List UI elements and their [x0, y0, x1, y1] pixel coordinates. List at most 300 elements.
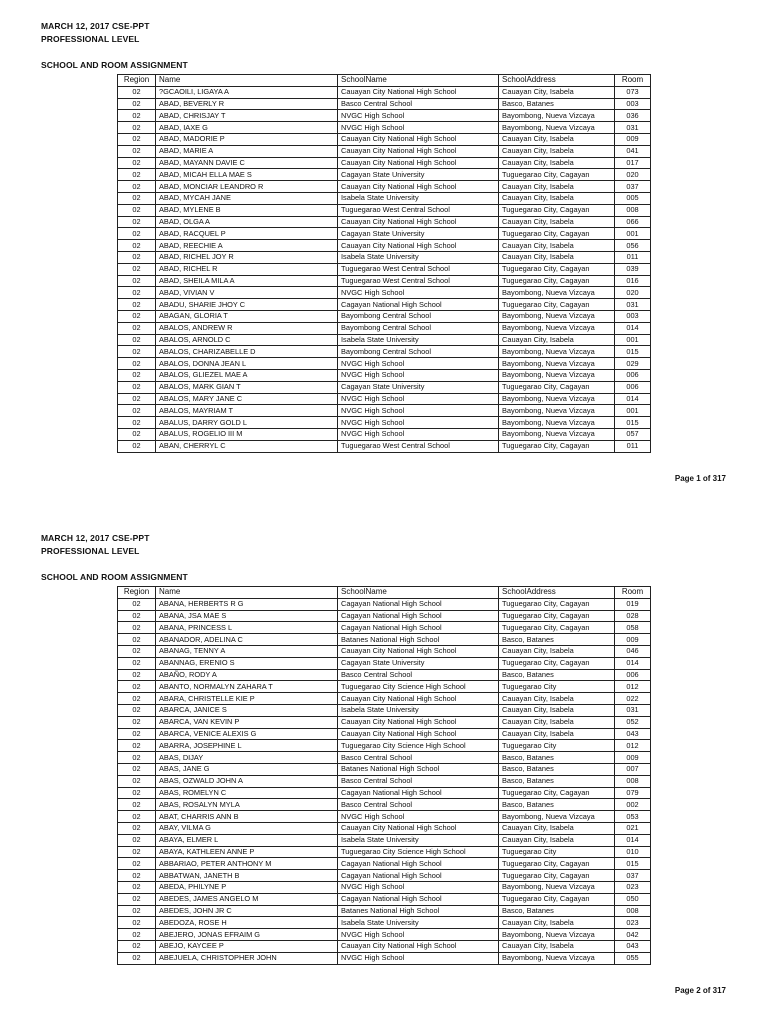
cell-name: ABADU, SHARIE JHOY C	[156, 299, 338, 311]
cell-school-address: Cauayan City, Isabela	[499, 645, 615, 657]
cell-school-name: NVGC High School	[338, 417, 499, 429]
cell-region: 02	[118, 870, 156, 882]
cell-school-name: NVGC High School	[338, 952, 499, 964]
cell-room: 006	[615, 669, 651, 681]
cell-school-name: Cauayan City National High School	[338, 216, 499, 228]
header-name: Name	[156, 75, 338, 87]
cell-room: 023	[615, 881, 651, 893]
cell-room: 079	[615, 787, 651, 799]
cell-school-address: Bayombong, Nueva Vizcaya	[499, 287, 615, 299]
table-row	[118, 704, 651, 716]
cell-name: ABAD, VIVIAN V	[156, 287, 338, 299]
cell-school-name: NVGC High School	[338, 358, 499, 370]
table-row	[118, 917, 651, 929]
cell-room: 014	[615, 657, 651, 669]
cell-room: 073	[615, 86, 651, 98]
table-row	[118, 634, 651, 646]
cell-name: ABALUS, ROGELIO III M	[156, 428, 338, 440]
cell-room: 014	[615, 322, 651, 334]
cell-name: ABARRA, JOSEPHINE L	[156, 740, 338, 752]
cell-region: 02	[118, 110, 156, 122]
cell-school-address: Tuguegarao City, Cagayan	[499, 622, 615, 634]
cell-region: 02	[118, 917, 156, 929]
cell-room: 056	[615, 240, 651, 252]
cell-school-name: Tuguegarao City Science High School	[338, 740, 499, 752]
table-header-row	[118, 587, 651, 599]
cell-region: 02	[118, 834, 156, 846]
table-row	[118, 381, 651, 393]
cell-room: 028	[615, 610, 651, 622]
cell-name: ABALOS, MAYRIAM T	[156, 405, 338, 417]
table-row	[118, 157, 651, 169]
cell-room: 046	[615, 645, 651, 657]
cell-room: 003	[615, 310, 651, 322]
cell-region: 02	[118, 251, 156, 263]
cell-room: 043	[615, 728, 651, 740]
cell-school-name: NVGC High School	[338, 122, 499, 134]
table-row	[118, 417, 651, 429]
cell-name: ABAGAN, GLORIA T	[156, 310, 338, 322]
cell-school-address: Cauayan City, Isabela	[499, 334, 615, 346]
cell-school-address: Tuguegarao City, Cagayan	[499, 440, 615, 452]
table-row	[118, 216, 651, 228]
cell-room: 011	[615, 251, 651, 263]
cell-school-name: Cagayan National High School	[338, 787, 499, 799]
assignment-heading: SCHOOL AND ROOM ASSIGNMENT	[41, 572, 188, 582]
table-row	[118, 881, 651, 893]
cell-room: 009	[615, 752, 651, 764]
cell-school-address: Cauayan City, Isabela	[499, 133, 615, 145]
cell-region: 02	[118, 86, 156, 98]
cell-name: ABEDA, PHILYNE P	[156, 881, 338, 893]
cell-school-address: Bayombong, Nueva Vizcaya	[499, 358, 615, 370]
cell-name: ABEDOZA, ROSE H	[156, 917, 338, 929]
cell-region: 02	[118, 122, 156, 134]
exam-level: PROFESSIONAL LEVEL	[41, 546, 140, 556]
cell-school-name: Cagayan State University	[338, 169, 499, 181]
cell-name: ABAS, ROMELYN C	[156, 787, 338, 799]
cell-school-address: Basco, Batanes	[499, 799, 615, 811]
cell-region: 02	[118, 811, 156, 823]
cell-name: ABAD, MARIE A	[156, 145, 338, 157]
cell-school-address: Tuguegarao City, Cagayan	[499, 787, 615, 799]
cell-region: 02	[118, 763, 156, 775]
cell-region: 02	[118, 752, 156, 764]
cell-school-name: Batanes National High School	[338, 905, 499, 917]
cell-region: 02	[118, 610, 156, 622]
cell-region: 02	[118, 393, 156, 405]
table-row	[118, 846, 651, 858]
cell-school-name: Cauayan City National High School	[338, 716, 499, 728]
cell-school-name: Cauayan City National High School	[338, 86, 499, 98]
cell-school-address: Cauayan City, Isabela	[499, 145, 615, 157]
cell-name: ABAD, MYCAH JANE	[156, 192, 338, 204]
cell-school-address: Tuguegarao City, Cagayan	[499, 893, 615, 905]
cell-room: 002	[615, 799, 651, 811]
cell-room: 052	[615, 716, 651, 728]
table-row	[118, 811, 651, 823]
cell-school-address: Tuguegarao City	[499, 846, 615, 858]
assignment-heading: SCHOOL AND ROOM ASSIGNMENT	[41, 60, 188, 70]
cell-room: 041	[615, 145, 651, 157]
cell-name: ABARCA, VAN KEVIN P	[156, 716, 338, 728]
cell-school-address: Bayombong, Nueva Vizcaya	[499, 393, 615, 405]
cell-region: 02	[118, 405, 156, 417]
cell-name: ABAS, ROSALYN MYLA	[156, 799, 338, 811]
cell-room: 050	[615, 893, 651, 905]
cell-region: 02	[118, 787, 156, 799]
cell-school-address: Basco, Batanes	[499, 905, 615, 917]
cell-school-name: NVGC High School	[338, 929, 499, 941]
cell-region: 02	[118, 881, 156, 893]
header-school-address: SchoolAddress	[499, 75, 615, 87]
cell-name: ABAS, JANE G	[156, 763, 338, 775]
cell-name: ABANAG, TENNY A	[156, 645, 338, 657]
table-row	[118, 787, 651, 799]
cell-school-name: Cauayan City National High School	[338, 693, 499, 705]
cell-name: ABAS, OZWALD JOHN A	[156, 775, 338, 787]
cell-school-name: Basco Central School	[338, 752, 499, 764]
cell-name: ABALOS, ANDREW R	[156, 322, 338, 334]
cell-school-address: Bayombong, Nueva Vizcaya	[499, 369, 615, 381]
cell-school-address: Tuguegarao City, Cagayan	[499, 263, 615, 275]
cell-region: 02	[118, 775, 156, 787]
table-row	[118, 310, 651, 322]
table-row	[118, 346, 651, 358]
cell-school-address: Bayombong, Nueva Vizcaya	[499, 346, 615, 358]
cell-school-name: Batanes National High School	[338, 763, 499, 775]
cell-region: 02	[118, 334, 156, 346]
table-row	[118, 169, 651, 181]
cell-school-name: Tuguegarao West Central School	[338, 204, 499, 216]
cell-region: 02	[118, 822, 156, 834]
cell-school-name: Batanes National High School	[338, 634, 499, 646]
table-row	[118, 275, 651, 287]
cell-region: 02	[118, 905, 156, 917]
cell-room: 039	[615, 263, 651, 275]
table-row	[118, 192, 651, 204]
cell-school-address: Bayombong, Nueva Vizcaya	[499, 881, 615, 893]
cell-room: 055	[615, 952, 651, 964]
cell-room: 029	[615, 358, 651, 370]
cell-region: 02	[118, 369, 156, 381]
cell-region: 02	[118, 428, 156, 440]
cell-room: 037	[615, 870, 651, 882]
cell-room: 009	[615, 634, 651, 646]
cell-school-address: Cauayan City, Isabela	[499, 216, 615, 228]
cell-region: 02	[118, 228, 156, 240]
cell-region: 02	[118, 893, 156, 905]
cell-region: 02	[118, 358, 156, 370]
cell-school-name: Isabela State University	[338, 917, 499, 929]
header-region: Region	[118, 587, 156, 599]
cell-region: 02	[118, 216, 156, 228]
cell-school-address: Bayombong, Nueva Vizcaya	[499, 952, 615, 964]
table-row	[118, 98, 651, 110]
cell-school-address: Tuguegarao City, Cagayan	[499, 169, 615, 181]
cell-name: ABAD, RICHEL R	[156, 263, 338, 275]
cell-school-address: Basco, Batanes	[499, 763, 615, 775]
cell-region: 02	[118, 169, 156, 181]
cell-school-address: Cauayan City, Isabela	[499, 834, 615, 846]
table-row	[118, 681, 651, 693]
cell-name: ABALOS, ARNOLD C	[156, 334, 338, 346]
table-row	[118, 228, 651, 240]
cell-room: 031	[615, 299, 651, 311]
cell-name: ABEJO, KAYCEE P	[156, 940, 338, 952]
cell-school-address: Basco, Batanes	[499, 775, 615, 787]
cell-school-address: Cauayan City, Isabela	[499, 86, 615, 98]
cell-name: ABEJUELA, CHRISTOPHER JOHN	[156, 952, 338, 964]
cell-room: 057	[615, 428, 651, 440]
cell-room: 043	[615, 940, 651, 952]
cell-school-address: Basco, Batanes	[499, 634, 615, 646]
table-row	[118, 322, 651, 334]
cell-school-address: Basco, Batanes	[499, 752, 615, 764]
cell-school-name: Cagayan National High School	[338, 598, 499, 610]
table-row	[118, 669, 651, 681]
table-row	[118, 622, 651, 634]
cell-region: 02	[118, 634, 156, 646]
cell-region: 02	[118, 346, 156, 358]
cell-region: 02	[118, 704, 156, 716]
cell-region: 02	[118, 940, 156, 952]
cell-region: 02	[118, 440, 156, 452]
table-row	[118, 334, 651, 346]
cell-school-name: Tuguegarao City Science High School	[338, 846, 499, 858]
cell-school-name: NVGC High School	[338, 287, 499, 299]
cell-room: 007	[615, 763, 651, 775]
header-school-address: SchoolAddress	[499, 587, 615, 599]
cell-name: ABAD, RICHEL JOY R	[156, 251, 338, 263]
cell-name: ?GCAOILI, LIGAYA A	[156, 86, 338, 98]
cell-region: 02	[118, 133, 156, 145]
cell-room: 008	[615, 204, 651, 216]
table-row	[118, 240, 651, 252]
cell-name: ABANNAG, ERENIO S	[156, 657, 338, 669]
cell-name: ABANA, PRINCESS L	[156, 622, 338, 634]
cell-school-name: Cauayan City National High School	[338, 157, 499, 169]
page-1	[0, 0, 768, 500]
cell-region: 02	[118, 846, 156, 858]
table-row	[118, 728, 651, 740]
cell-room: 017	[615, 157, 651, 169]
cell-school-name: Cagayan National High School	[338, 858, 499, 870]
cell-room: 066	[615, 216, 651, 228]
cell-name: ABAD, MICAH ELLA MAE S	[156, 169, 338, 181]
cell-school-name: Cagayan National High School	[338, 870, 499, 882]
table-row	[118, 86, 651, 98]
cell-school-name: NVGC High School	[338, 881, 499, 893]
cell-name: ABAN, CHERRYL C	[156, 440, 338, 452]
cell-school-name: Bayombong Central School	[338, 322, 499, 334]
table-row	[118, 752, 651, 764]
cell-school-address: Tuguegarao City	[499, 681, 615, 693]
cell-name: ABARCA, VENICE ALEXIS G	[156, 728, 338, 740]
cell-region: 02	[118, 157, 156, 169]
cell-name: ABAD, REECHIE A	[156, 240, 338, 252]
cell-school-address: Bayombong, Nueva Vizcaya	[499, 322, 615, 334]
cell-region: 02	[118, 381, 156, 393]
exam-date-title: MARCH 12, 2017 CSE-PPT	[41, 21, 150, 31]
table-row	[118, 181, 651, 193]
table-row	[118, 428, 651, 440]
cell-school-name: NVGC High School	[338, 811, 499, 823]
table-row	[118, 358, 651, 370]
cell-school-name: Cauayan City National High School	[338, 240, 499, 252]
cell-region: 02	[118, 322, 156, 334]
cell-name: ABEDES, JOHN JR C	[156, 905, 338, 917]
cell-school-address: Cauayan City, Isabela	[499, 157, 615, 169]
cell-room: 031	[615, 704, 651, 716]
table-row	[118, 110, 651, 122]
page-number: Page 2 of 317	[674, 986, 726, 995]
cell-school-name: Isabela State University	[338, 834, 499, 846]
table-row	[118, 952, 651, 964]
table-row	[118, 369, 651, 381]
table-row	[118, 763, 651, 775]
cell-school-address: Bayombong, Nueva Vizcaya	[499, 122, 615, 134]
cell-region: 02	[118, 622, 156, 634]
cell-school-address: Bayombong, Nueva Vizcaya	[499, 428, 615, 440]
cell-name: ABANTO, NORMALYN ZAHARA T	[156, 681, 338, 693]
cell-name: ABEDES, JAMES ANGELO M	[156, 893, 338, 905]
header-name: Name	[156, 587, 338, 599]
cell-name: ABAY, VILMA G	[156, 822, 338, 834]
cell-school-name: Cagayan State University	[338, 228, 499, 240]
cell-school-name: Cauayan City National High School	[338, 145, 499, 157]
cell-room: 006	[615, 369, 651, 381]
cell-school-address: Tuguegarao City	[499, 740, 615, 752]
cell-school-name: Basco Central School	[338, 669, 499, 681]
cell-school-address: Tuguegarao City, Cagayan	[499, 657, 615, 669]
cell-school-name: Cauayan City National High School	[338, 133, 499, 145]
cell-school-name: Tuguegarao West Central School	[338, 263, 499, 275]
cell-school-name: Isabela State University	[338, 704, 499, 716]
cell-region: 02	[118, 240, 156, 252]
table-row	[118, 693, 651, 705]
cell-school-name: NVGC High School	[338, 110, 499, 122]
header-school-name: SchoolName	[338, 587, 499, 599]
table-row	[118, 858, 651, 870]
table-row	[118, 740, 651, 752]
cell-school-address: Tuguegarao City, Cagayan	[499, 299, 615, 311]
table-row	[118, 145, 651, 157]
header-school-name: SchoolName	[338, 75, 499, 87]
cell-room: 058	[615, 622, 651, 634]
cell-name: ABANADOR, ADELINA C	[156, 634, 338, 646]
cell-name: ABAD, IAXE G	[156, 122, 338, 134]
cell-name: ABAD, SHEILA MILA A	[156, 275, 338, 287]
cell-name: ABAD, CHRISJAY T	[156, 110, 338, 122]
cell-school-address: Cauayan City, Isabela	[499, 822, 615, 834]
cell-room: 014	[615, 393, 651, 405]
exam-date-title: MARCH 12, 2017 CSE-PPT	[41, 533, 150, 543]
table-body	[118, 86, 651, 452]
cell-school-address: Cauayan City, Isabela	[499, 940, 615, 952]
cell-name: ABALOS, MARK GIAN T	[156, 381, 338, 393]
cell-region: 02	[118, 299, 156, 311]
cell-school-name: Cagayan State University	[338, 657, 499, 669]
cell-room: 015	[615, 346, 651, 358]
assignment-table	[117, 74, 651, 453]
cell-room: 008	[615, 905, 651, 917]
cell-room: 022	[615, 693, 651, 705]
cell-region: 02	[118, 275, 156, 287]
table-row	[118, 122, 651, 134]
cell-school-address: Bayombong, Nueva Vizcaya	[499, 811, 615, 823]
table-row	[118, 251, 651, 263]
table-row	[118, 610, 651, 622]
page-number: Page 1 of 317	[674, 474, 726, 483]
cell-school-name: Cauayan City National High School	[338, 940, 499, 952]
cell-region: 02	[118, 693, 156, 705]
table-row	[118, 799, 651, 811]
exam-level: PROFESSIONAL LEVEL	[41, 34, 140, 44]
cell-name: ABAD, MYLENE B	[156, 204, 338, 216]
cell-name: ABALOS, GLIEZEL MAE A	[156, 369, 338, 381]
cell-school-address: Bayombong, Nueva Vizcaya	[499, 110, 615, 122]
table-row	[118, 440, 651, 452]
cell-region: 02	[118, 716, 156, 728]
cell-room: 015	[615, 858, 651, 870]
table-row	[118, 716, 651, 728]
cell-region: 02	[118, 145, 156, 157]
cell-school-address: Bayombong, Nueva Vizcaya	[499, 405, 615, 417]
table-row	[118, 204, 651, 216]
cell-school-name: Tuguegarao West Central School	[338, 275, 499, 287]
table-row	[118, 775, 651, 787]
cell-school-address: Cauayan City, Isabela	[499, 917, 615, 929]
page-2	[0, 512, 768, 1012]
cell-name: ABAYA, ELMER L	[156, 834, 338, 846]
cell-school-name: Isabela State University	[338, 334, 499, 346]
table-row	[118, 822, 651, 834]
cell-school-address: Cauayan City, Isabela	[499, 181, 615, 193]
cell-name: ABBATWAN, JANETH B	[156, 870, 338, 882]
table-row	[118, 598, 651, 610]
cell-school-address: Tuguegarao City, Cagayan	[499, 381, 615, 393]
cell-school-address: Bayombong, Nueva Vizcaya	[499, 417, 615, 429]
cell-school-name: Basco Central School	[338, 98, 499, 110]
cell-region: 02	[118, 669, 156, 681]
cell-school-name: NVGC High School	[338, 369, 499, 381]
cell-region: 02	[118, 657, 156, 669]
cell-room: 012	[615, 681, 651, 693]
cell-room: 021	[615, 822, 651, 834]
cell-school-address: Cauayan City, Isabela	[499, 251, 615, 263]
table-row	[118, 940, 651, 952]
cell-region: 02	[118, 799, 156, 811]
page-header	[41, 20, 188, 72]
table-row	[118, 870, 651, 882]
table-header-row	[118, 75, 651, 87]
cell-name: ABAD, BEVERLY R	[156, 98, 338, 110]
cell-room: 011	[615, 440, 651, 452]
cell-room: 015	[615, 417, 651, 429]
cell-school-name: Basco Central School	[338, 775, 499, 787]
cell-school-name: Cauayan City National High School	[338, 822, 499, 834]
cell-name: ABALUS, DARRY GOLD L	[156, 417, 338, 429]
table-row	[118, 645, 651, 657]
cell-school-name: Isabela State University	[338, 192, 499, 204]
cell-region: 02	[118, 952, 156, 964]
cell-name: ABALOS, DONNA JEAN L	[156, 358, 338, 370]
cell-region: 02	[118, 310, 156, 322]
table-body	[118, 598, 651, 964]
cell-name: ABAT, CHARRIS ANN B	[156, 811, 338, 823]
cell-room: 016	[615, 275, 651, 287]
